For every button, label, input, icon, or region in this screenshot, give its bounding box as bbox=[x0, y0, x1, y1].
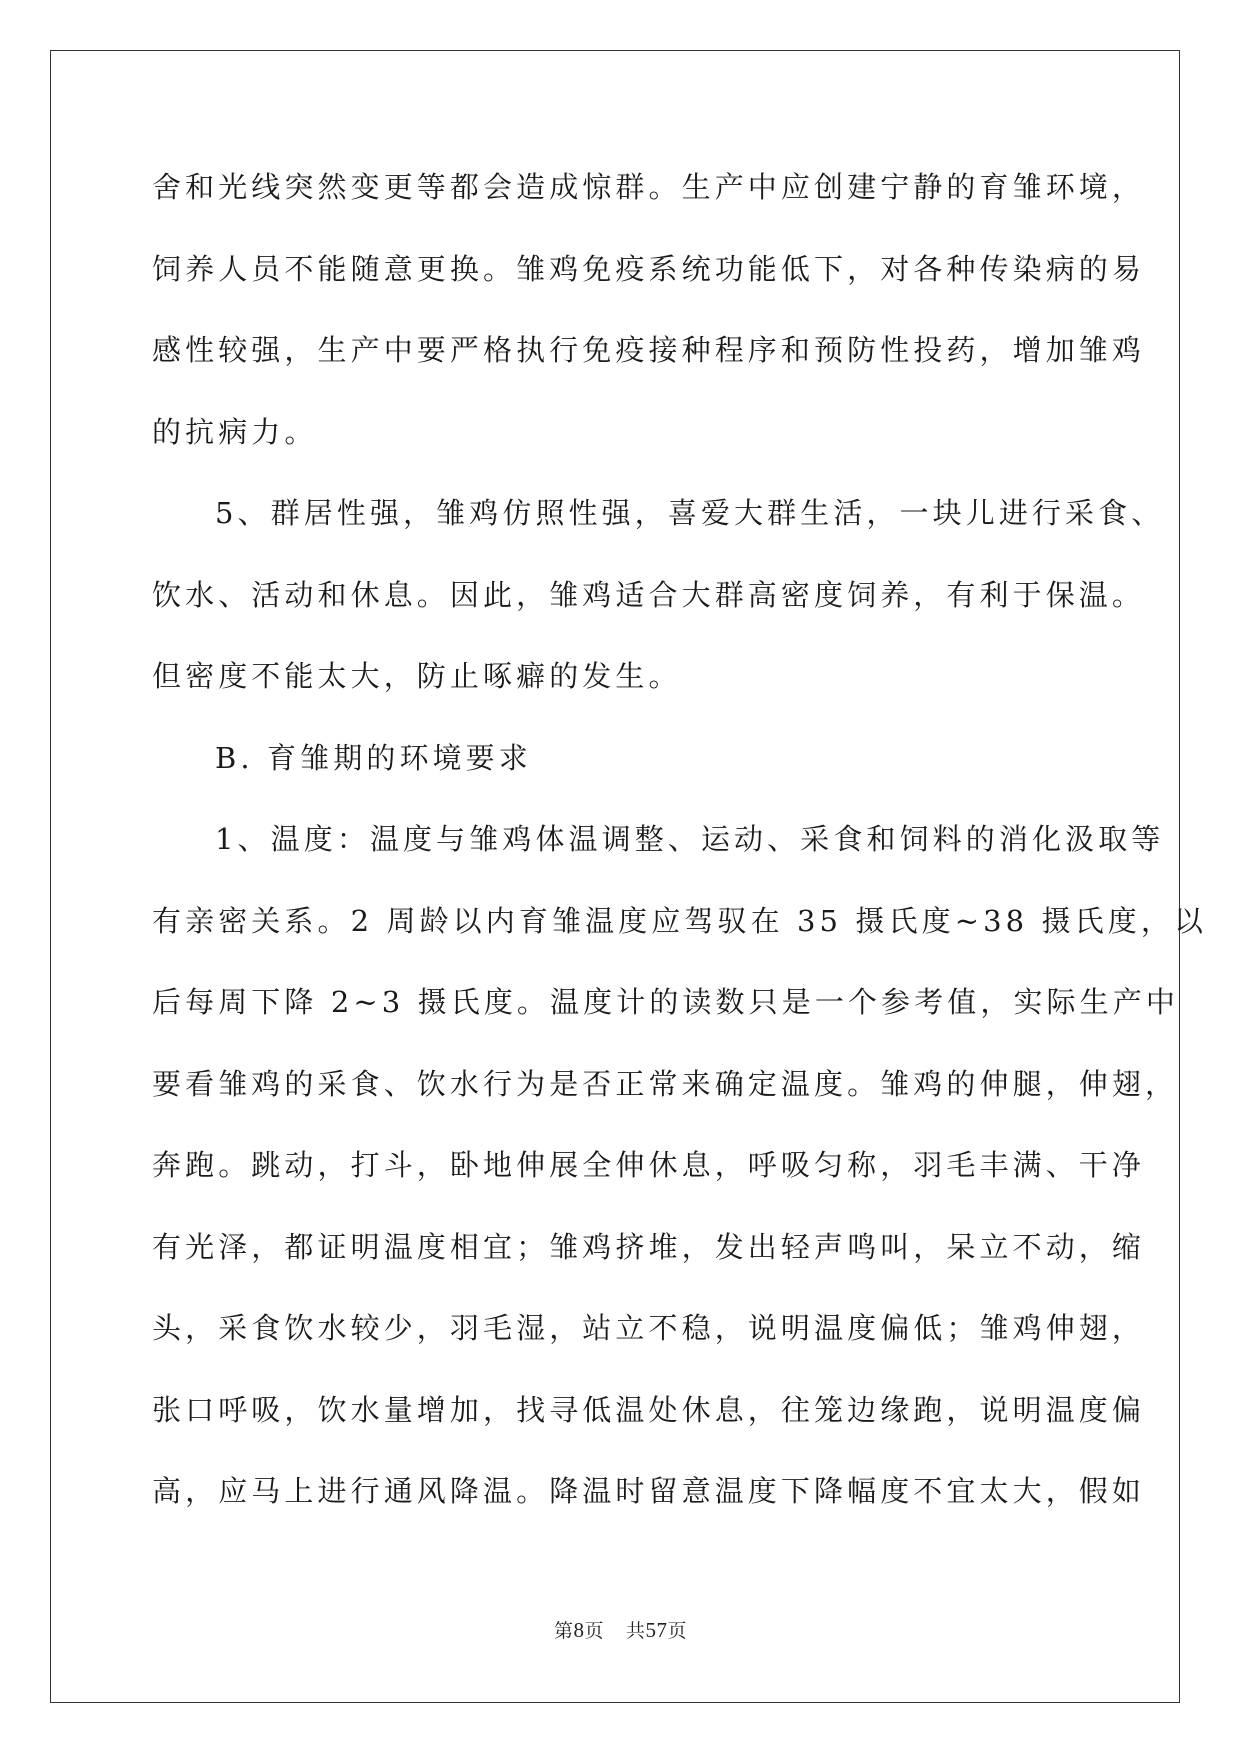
text-line: 头，采食饮水较少，羽毛湿，站立不稳，说明温度偏低；雏鸡伸翅， bbox=[152, 1311, 1146, 1345]
footer-prefix: 第 bbox=[553, 1620, 574, 1642]
document-body bbox=[152, 147, 1208, 1533]
section-heading bbox=[152, 718, 1092, 800]
text-line: 但密度不能太大，防止啄癖的发生。 bbox=[152, 659, 682, 693]
text-line: 5、群居性强，雏鸡仿照性强，喜爱大群生活，一块儿进行采食、 bbox=[215, 496, 1165, 530]
footer-page-suffix: 页 bbox=[584, 1620, 604, 1642]
page-number: 8 bbox=[573, 1618, 585, 1642]
text-line: 的抗病力。 bbox=[152, 414, 318, 449]
text-line: 饲养人员不能随意更换。雏鸡免疫系统功能低下，对各种传染病的易 bbox=[152, 251, 1146, 286]
text-line: 要看雏鸡的采食、饮水行为是否正常来确定温度。雏鸡的伸腿，伸翅， bbox=[152, 1066, 1179, 1101]
text-line: 奔跑。跳动，打斗，卧地伸展全伸休息，呼吸匀称，羽毛丰满、干净 bbox=[152, 1148, 1146, 1182]
total-pages: 57 bbox=[645, 1618, 668, 1642]
text-line: 后每周下降 2~3 摄氏度。温度计的读数只是一个参考值，实际生产中 bbox=[152, 985, 1179, 1019]
text-line: 有光泽，都证明温度相宜；雏鸡挤堆，发出轻声鸣叫，呆立不动，缩 bbox=[152, 1229, 1146, 1264]
paragraph-3 bbox=[152, 799, 1208, 1533]
paragraph-2 bbox=[152, 473, 1165, 718]
text-line: 舍和光线突然变更等都会造成惊群。生产中应创建宁静的育雏环境， bbox=[152, 170, 1146, 204]
text-line: 感性较强，生产中要严格执行免疫接种程序和预防性投药，增加雏鸡 bbox=[152, 333, 1146, 367]
text-line: 1、温度：温度与雏鸡体温调整、运动、采食和饲料的消化汲取等 bbox=[215, 822, 1165, 856]
paragraph-1 bbox=[152, 147, 1146, 473]
text-line: 高，应马上进行通风降温。降温时留意温度下降幅度不宜太大，假如 bbox=[152, 1474, 1146, 1508]
page-footer bbox=[0, 1616, 1241, 1643]
footer-total-suffix: 页 bbox=[667, 1620, 688, 1642]
text-line: 张口呼吸，饮水量增加，找寻低温处休息，往笼边缘跑，说明温度偏 bbox=[152, 1392, 1146, 1427]
heading-line: B. 育雏期的环境要求 bbox=[215, 740, 532, 775]
footer-total-prefix: 共 bbox=[626, 1620, 646, 1642]
text-line: 有亲密关系。2 周龄以内育雏温度应驾驭在 35 摄氏度~38 摄氏度，以 bbox=[152, 903, 1208, 938]
text-line: 饮水、活动和休息。因此，雏鸡适合大群高密度饲养，有利于保温。 bbox=[152, 577, 1146, 612]
